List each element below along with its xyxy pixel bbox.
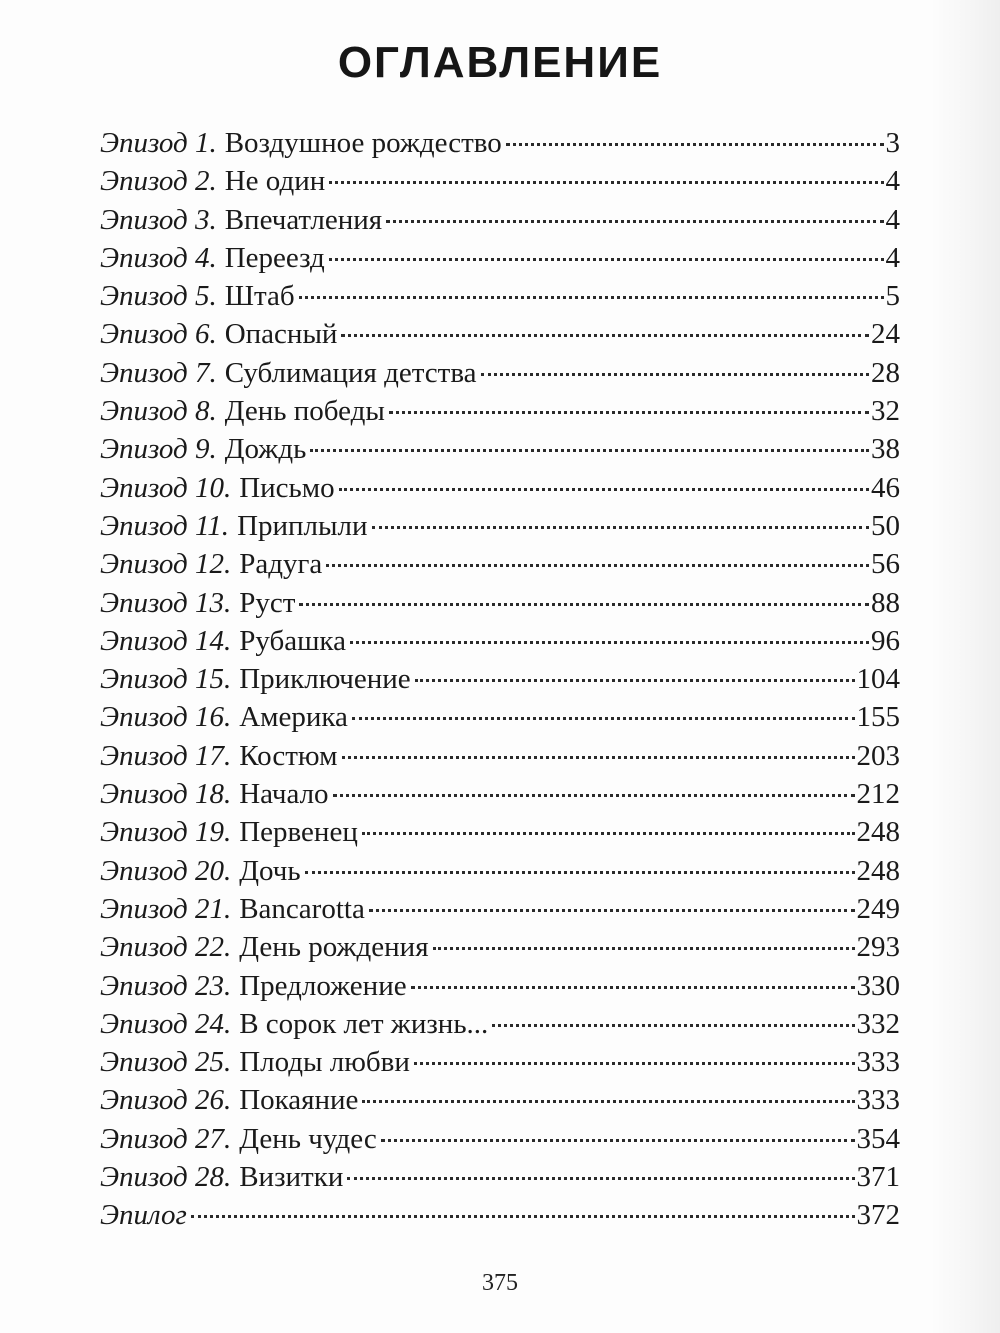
episode-title: Сублимация детства (224, 356, 477, 389)
episode-title: Радуга (239, 548, 323, 581)
episode-label: Эпизод 4. (100, 241, 217, 274)
episode-title: Визитки (239, 1161, 344, 1194)
episode-page-number: 333 (856, 1046, 900, 1079)
toc-entry (100, 928, 900, 966)
episode-page-number: 32 (871, 395, 900, 428)
dot-leader (481, 373, 869, 376)
episode-label: Эпизод 14. (100, 624, 232, 657)
dot-leader (411, 986, 855, 989)
toc-entry (100, 660, 900, 698)
episode-label: Эпилог (100, 1199, 187, 1232)
toc-entry (100, 469, 900, 507)
page-number: 375 (482, 1270, 518, 1296)
episode-title: Руст (239, 586, 296, 619)
episode-page-number: 354 (856, 1122, 900, 1155)
toc-entry (100, 315, 900, 353)
episode-page-number: 104 (856, 663, 900, 696)
table-of-contents (100, 124, 900, 1235)
episode-title: Америка (239, 701, 348, 734)
dot-leader (362, 1100, 854, 1103)
episode-label: Эпизод 1. (100, 127, 217, 159)
episode-page-number: 333 (856, 1084, 900, 1117)
episode-label: Эпизод 20. (100, 854, 232, 887)
dot-leader (341, 334, 869, 337)
episode-title: Плоды любви (239, 1046, 410, 1079)
toc-entry (100, 239, 900, 277)
toc-entry (100, 507, 900, 545)
toc-entry (100, 890, 900, 928)
dot-leader (506, 143, 884, 146)
episode-page-number: 96 (871, 624, 900, 657)
episode-page-number: 155 (856, 701, 900, 734)
episode-page-number: 46 (871, 471, 900, 504)
page-edge-shadow (930, 0, 1000, 1333)
toc-entry (100, 967, 900, 1005)
episode-page-number: 4 (885, 241, 900, 274)
toc-entry (100, 1120, 900, 1158)
episode-label: Эпизод 11. (100, 509, 230, 542)
episode-label: Эпизод 18. (100, 778, 232, 811)
dot-leader (305, 871, 855, 874)
episode-page-number: 24 (871, 318, 900, 351)
page-title: ОГЛАВЛЕНИЕ (337, 38, 663, 87)
episode-page-number: 5 (885, 280, 900, 313)
toc-entry (100, 775, 900, 813)
toc-entry (100, 1005, 900, 1043)
episode-title: День победы (224, 395, 385, 428)
episode-page-number: 293 (856, 931, 900, 964)
episode-title: День чудес (239, 1122, 377, 1155)
episode-label: Эпизод 19. (100, 816, 232, 849)
toc-entry (100, 622, 900, 660)
dot-leader (389, 411, 869, 414)
episode-title: Приплыли (237, 509, 368, 542)
episode-page-number: 28 (871, 356, 900, 389)
episode-page-number: 3 (885, 127, 900, 159)
dot-leader (191, 1215, 855, 1218)
toc-entry (100, 277, 900, 315)
dot-leader (326, 564, 869, 567)
toc-entry (100, 392, 900, 430)
dot-leader (433, 947, 855, 950)
toc-entry (100, 124, 900, 162)
episode-page-number: 88 (871, 586, 900, 619)
episode-label: Эпизод 21. (100, 892, 232, 925)
episode-title: Дочь (239, 854, 301, 887)
episode-page-number: 4 (885, 165, 900, 198)
episode-label: Эпизод 27. (100, 1122, 232, 1155)
toc-entry (100, 813, 900, 851)
dot-leader (386, 220, 883, 223)
episode-title: Письмо (239, 471, 335, 504)
episode-title: Штаб (224, 280, 295, 313)
dot-leader (414, 1062, 855, 1065)
toc-entry (100, 852, 900, 890)
episode-title: Приключение (239, 663, 411, 696)
dot-leader (381, 1139, 855, 1142)
episode-page-number: 330 (856, 969, 900, 1002)
dot-leader (362, 832, 855, 835)
episode-label: Эпизод 3. (100, 203, 217, 236)
episode-title: Предложение (239, 969, 407, 1002)
episode-title: Первенец (239, 816, 358, 849)
episode-page-number: 50 (871, 509, 900, 542)
dot-leader (339, 488, 869, 491)
episode-label: Эпизод 17. (100, 739, 232, 772)
episode-label: Эпизод 28. (100, 1161, 232, 1194)
episode-title: Bancarotta (239, 892, 365, 925)
episode-title: Костюм (239, 739, 338, 772)
episode-label: Эпизод 23. (100, 969, 232, 1002)
episode-page-number: 248 (856, 854, 900, 887)
dot-leader (310, 449, 869, 452)
episode-title: Впечатления (224, 203, 383, 236)
episode-label: Эпизод 22. (100, 931, 232, 964)
toc-entry (100, 698, 900, 736)
dot-leader (369, 909, 855, 912)
episode-title: Покаяние (239, 1084, 359, 1117)
episode-label: Эпизод 5. (100, 280, 217, 313)
episode-page-number: 248 (856, 816, 900, 849)
episode-title: Переезд (224, 241, 325, 274)
episode-label: Эпизод 26. (100, 1084, 232, 1117)
episode-title: Не один (224, 165, 326, 198)
dot-leader (352, 717, 855, 720)
dot-leader (492, 1024, 854, 1027)
episode-title: Рубашка (239, 624, 346, 657)
dot-leader (329, 181, 883, 184)
episode-title: Опасный (224, 318, 338, 351)
episode-page-number: 4 (885, 203, 900, 236)
toc-entry (100, 1043, 900, 1081)
dot-leader (333, 794, 855, 797)
toc-entry (100, 1081, 900, 1119)
episode-title: Начало (239, 778, 329, 811)
episode-page-number: 56 (871, 548, 900, 581)
episode-label: Эпизод 13. (100, 586, 232, 619)
toc-entry (100, 354, 900, 392)
episode-title: День рождения (239, 931, 429, 964)
episode-page-number: 249 (856, 892, 900, 925)
episode-label: Эпизод 10. (100, 471, 232, 504)
toc-entry (100, 1196, 900, 1234)
episode-page-number: 38 (871, 433, 900, 466)
episode-label: Эпизод 9. (100, 433, 217, 466)
episode-title: В сорок лет жизнь... (239, 1007, 489, 1040)
dot-leader (347, 1177, 854, 1180)
episode-label: Эпизод 16. (100, 701, 232, 734)
dot-leader (329, 258, 884, 261)
episode-label: Эпизод 24. (100, 1007, 232, 1040)
dot-leader (372, 526, 870, 529)
dot-leader (350, 641, 869, 644)
episode-page-number: 203 (856, 739, 900, 772)
episode-label: Эпизод 25. (100, 1046, 232, 1079)
toc-entry (100, 545, 900, 583)
episode-label: Эпизод 7. (100, 356, 217, 389)
dot-leader (342, 756, 855, 759)
toc-entry (100, 162, 900, 200)
episode-title: Дождь (224, 433, 307, 466)
toc-entry (100, 584, 900, 622)
toc-entry (100, 1158, 900, 1196)
toc-entry (100, 430, 900, 468)
episode-title: Воздушное рождество (224, 127, 502, 159)
episode-page-number: 371 (856, 1161, 900, 1194)
episode-label: Эпизод 15. (100, 663, 232, 696)
episode-label: Эпизод 8. (100, 395, 217, 428)
episode-page-number: 212 (856, 778, 900, 811)
episode-page-number: 372 (856, 1199, 900, 1232)
episode-label: Эпизод 12. (100, 548, 232, 581)
dot-leader (299, 603, 869, 606)
episode-label: Эпизод 6. (100, 318, 217, 351)
toc-entry (100, 201, 900, 239)
episode-page-number: 332 (856, 1007, 900, 1040)
dot-leader (299, 296, 884, 299)
toc-entry (100, 737, 900, 775)
episode-label: Эпизод 2. (100, 165, 217, 198)
dot-leader (415, 679, 855, 682)
